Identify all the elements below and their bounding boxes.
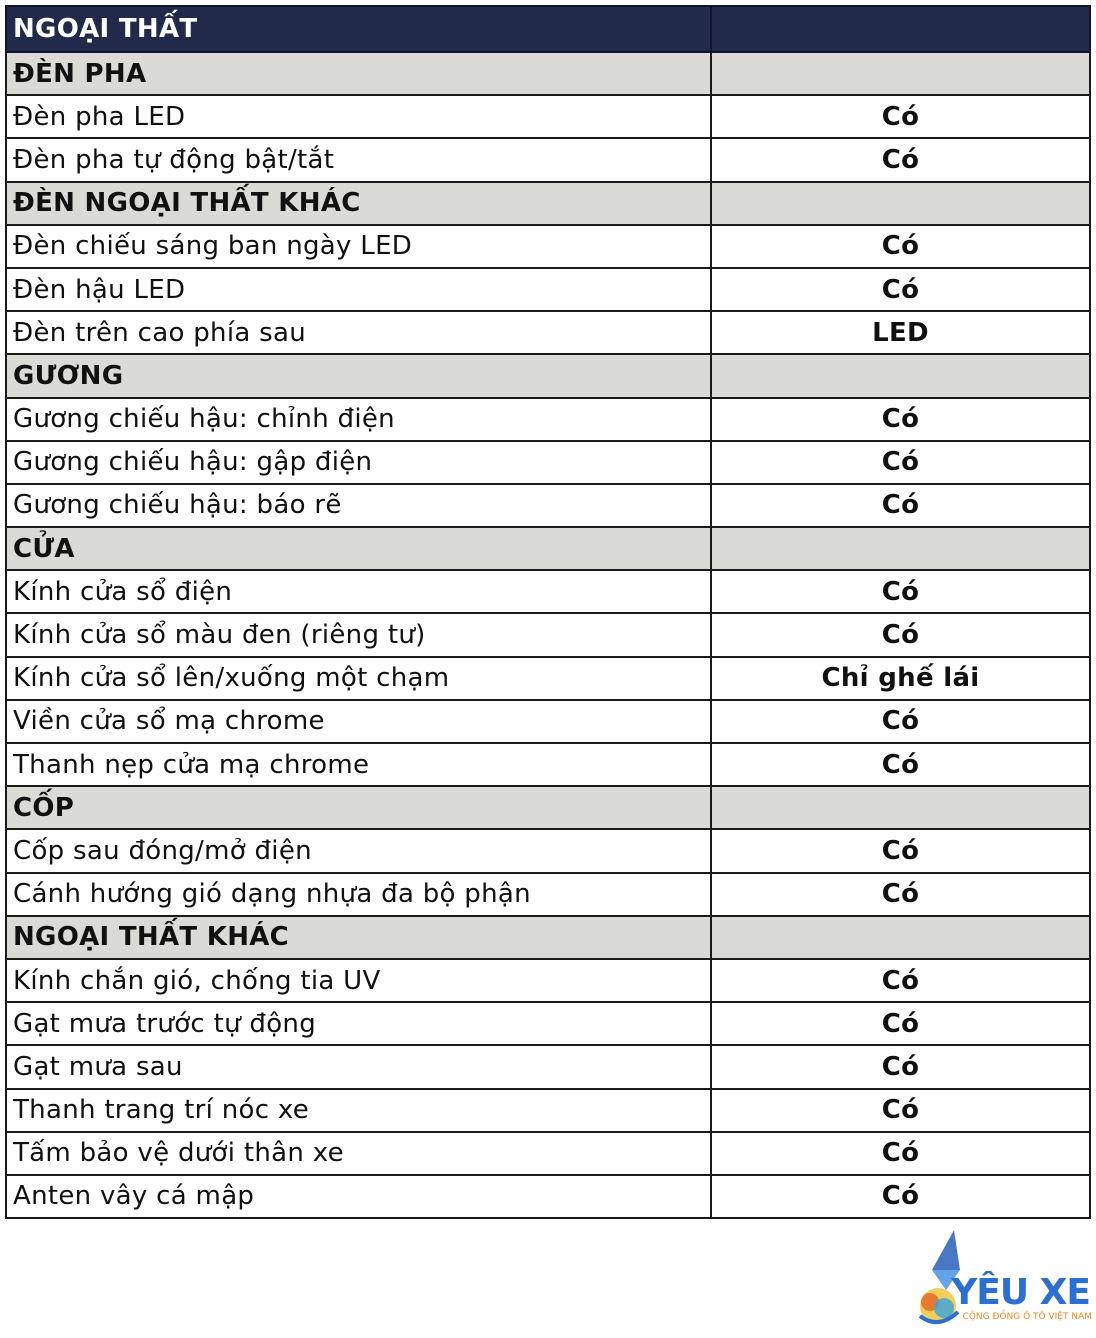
feature-label: Đèn trên cao phía sau (6, 311, 711, 354)
section-title: CỐP (6, 786, 711, 829)
feature-value: Có (711, 1175, 1090, 1218)
feature-label: Cốp sau đóng/mở điện (6, 829, 711, 872)
feature-value: Có (711, 138, 1090, 181)
feature-value: Có (711, 570, 1090, 613)
section-row (6, 786, 1090, 829)
section-title: GƯƠNG (6, 354, 711, 397)
table-row (6, 1132, 1090, 1175)
section-value-cell (711, 52, 1090, 95)
table-row (6, 873, 1090, 916)
watermark-tagline: CỘNG ĐỒNG Ô TÔ VIỆT NAM (962, 1312, 1092, 1322)
table-row (6, 743, 1090, 786)
feature-label: Đèn hậu LED (6, 268, 711, 311)
table-row (6, 441, 1090, 484)
table-row (6, 657, 1090, 700)
feature-value: Có (711, 700, 1090, 743)
section-value-cell (711, 916, 1090, 959)
section-value-cell (711, 527, 1090, 570)
feature-value: Có (711, 829, 1090, 872)
feature-value: Chỉ ghế lái (711, 657, 1090, 700)
table-row (6, 1089, 1090, 1132)
feature-value: Có (711, 484, 1090, 527)
table-row (6, 225, 1090, 268)
feature-label: Kính chắn gió, chống tia UV (6, 959, 711, 1002)
table-row (6, 700, 1090, 743)
section-row (6, 916, 1090, 959)
section-value-cell (711, 786, 1090, 829)
spec-table (5, 5, 1091, 1219)
header-value (711, 6, 1090, 52)
feature-label: Tấm bảo vệ dưới thân xe (6, 1132, 711, 1175)
feature-value: Có (711, 1045, 1090, 1088)
feature-label: Gương chiếu hậu: báo rẽ (6, 484, 711, 527)
section-value-cell (711, 182, 1090, 225)
feature-value: Có (711, 268, 1090, 311)
feature-value: Có (711, 441, 1090, 484)
table-header-row (6, 6, 1090, 52)
table-row (6, 1175, 1090, 1218)
table-row (6, 570, 1090, 613)
section-row (6, 354, 1090, 397)
feature-value: LED (711, 311, 1090, 354)
table-row (6, 959, 1090, 1002)
section-title: CỬA (6, 527, 711, 570)
feature-label: Đèn chiếu sáng ban ngày LED (6, 225, 711, 268)
feature-label: Gạt mưa trước tự động (6, 1002, 711, 1045)
feature-value: Có (711, 873, 1090, 916)
feature-value: Có (711, 743, 1090, 786)
table-row (6, 138, 1090, 181)
section-title: ĐÈN PHA (6, 52, 711, 95)
table-row (6, 95, 1090, 138)
section-value-cell (711, 354, 1090, 397)
table-row (6, 1002, 1090, 1045)
feature-label: Gạt mưa sau (6, 1045, 711, 1088)
feature-value: Có (711, 1132, 1090, 1175)
feature-value: Có (711, 959, 1090, 1002)
header-title: NGOẠI THẤT (6, 6, 711, 52)
feature-label: Gương chiếu hậu: chỉnh điện (6, 398, 711, 441)
yeuxe-watermark (902, 1230, 1092, 1330)
section-row (6, 527, 1090, 570)
feature-label: Thanh trang trí nóc xe (6, 1089, 711, 1132)
feature-label: Viền cửa sổ mạ chrome (6, 700, 711, 743)
section-row (6, 182, 1090, 225)
feature-label: Kính cửa sổ lên/xuống một chạm (6, 657, 711, 700)
section-title: NGOẠI THẤT KHÁC (6, 916, 711, 959)
table-row (6, 398, 1090, 441)
feature-value: Có (711, 1002, 1090, 1045)
section-row (6, 52, 1090, 95)
feature-label: Đèn pha tự động bật/tắt (6, 138, 711, 181)
section-title: ĐÈN NGOẠI THẤT KHÁC (6, 182, 711, 225)
feature-value: Có (711, 398, 1090, 441)
feature-label: Kính cửa sổ điện (6, 570, 711, 613)
feature-value: Có (711, 1089, 1090, 1132)
table-row (6, 829, 1090, 872)
feature-label: Đèn pha LED (6, 95, 711, 138)
feature-label: Cánh hướng gió dạng nhựa đa bộ phận (6, 873, 711, 916)
watermark-brand: YÊU XE (951, 1272, 1090, 1313)
table-row (6, 1045, 1090, 1088)
feature-value: Có (711, 95, 1090, 138)
table-row (6, 484, 1090, 527)
feature-label: Kính cửa sổ màu đen (riêng tư) (6, 613, 711, 656)
table-row (6, 613, 1090, 656)
table-row (6, 268, 1090, 311)
feature-label: Anten vây cá mập (6, 1175, 711, 1218)
feature-value: Có (711, 225, 1090, 268)
feature-value: Có (711, 613, 1090, 656)
table-row (6, 311, 1090, 354)
feature-label: Gương chiếu hậu: gập điện (6, 441, 711, 484)
feature-label: Thanh nẹp cửa mạ chrome (6, 743, 711, 786)
